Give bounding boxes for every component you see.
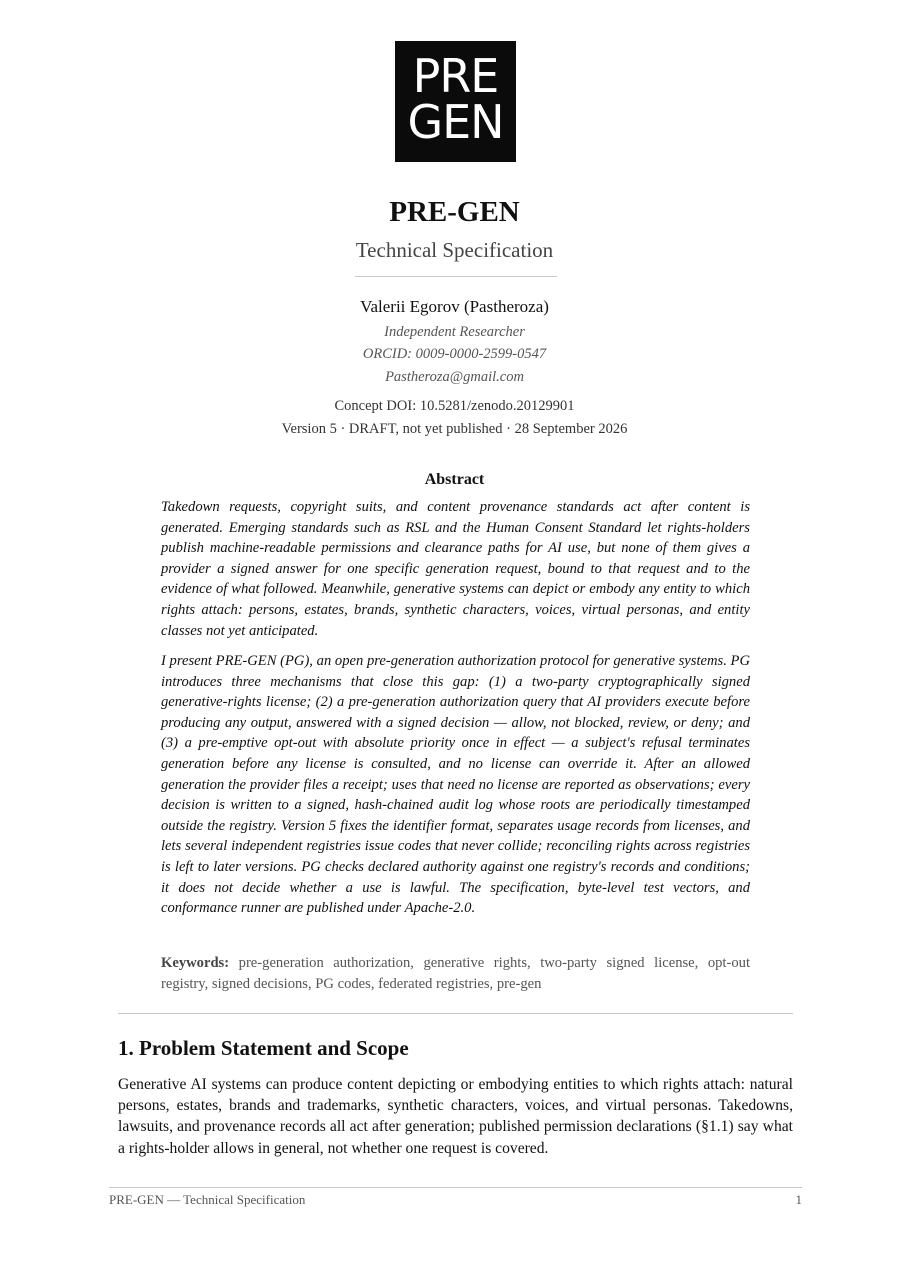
logo-line-pre: PRE bbox=[412, 49, 499, 103]
section-paragraph: Generative AI systems can produce content depicting or embodying entities to which rights attach: natural persons, estates, brands and trademarks, synthetic characters, voices, and virtual personas. Takedowns, lawsuits, and provenance records all act after generation; published permission declarations (§1.1) say what a rights-holder allows in general, not whether one request is covered. bbox=[118, 1076, 793, 1157]
version-line: Version 5 · DRAFT, not yet published · 28 September 2026 bbox=[281, 421, 628, 437]
abstract-paragraph-2: I present PRE-GEN (PG), an open pre-generation authorization protocol for generative systems. PG introduces three mechanisms that close this gap: (1) a two-party cryptographically signed generative-rights license; (2) a pre-generation authorization query that AI providers execute before producing any output, answered with a signed decision — allow, not blocked, review, or deny; and (3) a pre-emptive opt-out with absolute priority once in effect — a subject's refusal terminates generation before any license is consulted, and no license can override it. After an allowed generation the provider files a receipt; uses that need no license are reported as observations; every decision is written to a signed, hash-chained audit log whose roots are periodically timestamped outside the registry. Version 5 fixes the identifier format, separates usage records from licenses, and lets several independent registries issue codes that never collide; reconciling rights across registries is left to later versions. PG checks declared authority against one registry's records and conditions; it does not decide whether a use is lawful. The specification, byte-level test vectors, and conformance runner are published under Apache-2.0. bbox=[161, 653, 750, 917]
abstract-heading: Abstract bbox=[424, 471, 485, 488]
author-email: Pastheroza@gmail.com bbox=[385, 369, 524, 385]
keywords-text: pre-generation authorization, generative rights, two-party signed license, opt-out registry, signed decisions, PG codes, federated registries, pre-gen bbox=[161, 955, 750, 992]
keywords bbox=[161, 953, 750, 994]
pregen-logo bbox=[395, 41, 516, 162]
logo-line-gen: GEN bbox=[407, 95, 504, 149]
keywords-label: Keywords: bbox=[161, 955, 230, 971]
section-divider bbox=[118, 1013, 793, 1014]
footer-divider bbox=[109, 1187, 802, 1188]
author-orcid: ORCID: 0009-0000-2599-0547 bbox=[362, 346, 547, 362]
author-name: Valerii Egorov (Pastheroza) bbox=[360, 297, 549, 316]
abstract-paragraph-1: Takedown requests, copyright suits, and content provenance standards act after content is generated. Emerging standards such as RSL and the Human Consent Standard let rights-holders publish machine-readable permissions and clearance paths for AI use, but none of them gives a provider a signed answer for one specific generation request, bound to that request and to the evidence of what followed. Meanwhile, generative systems can depict or embody any entity to which rights attach: persons, estates, brands, synthetic characters, voices, virtual personas, and entity classes not yet anticipated. bbox=[161, 499, 750, 639]
footer-page-number: 1 bbox=[795, 1192, 802, 1207]
title-divider bbox=[355, 276, 557, 277]
paper-subtitle: Technical Specification bbox=[355, 238, 554, 262]
paper-title: PRE-GEN bbox=[389, 196, 520, 228]
author-affiliation: Independent Researcher bbox=[384, 324, 525, 340]
footer-running-title: PRE-GEN — Technical Specification bbox=[109, 1192, 306, 1207]
section-heading: 1. Problem Statement and Scope bbox=[118, 1036, 409, 1060]
concept-doi: Concept DOI: 10.5281/zenodo.20129901 bbox=[334, 398, 575, 414]
